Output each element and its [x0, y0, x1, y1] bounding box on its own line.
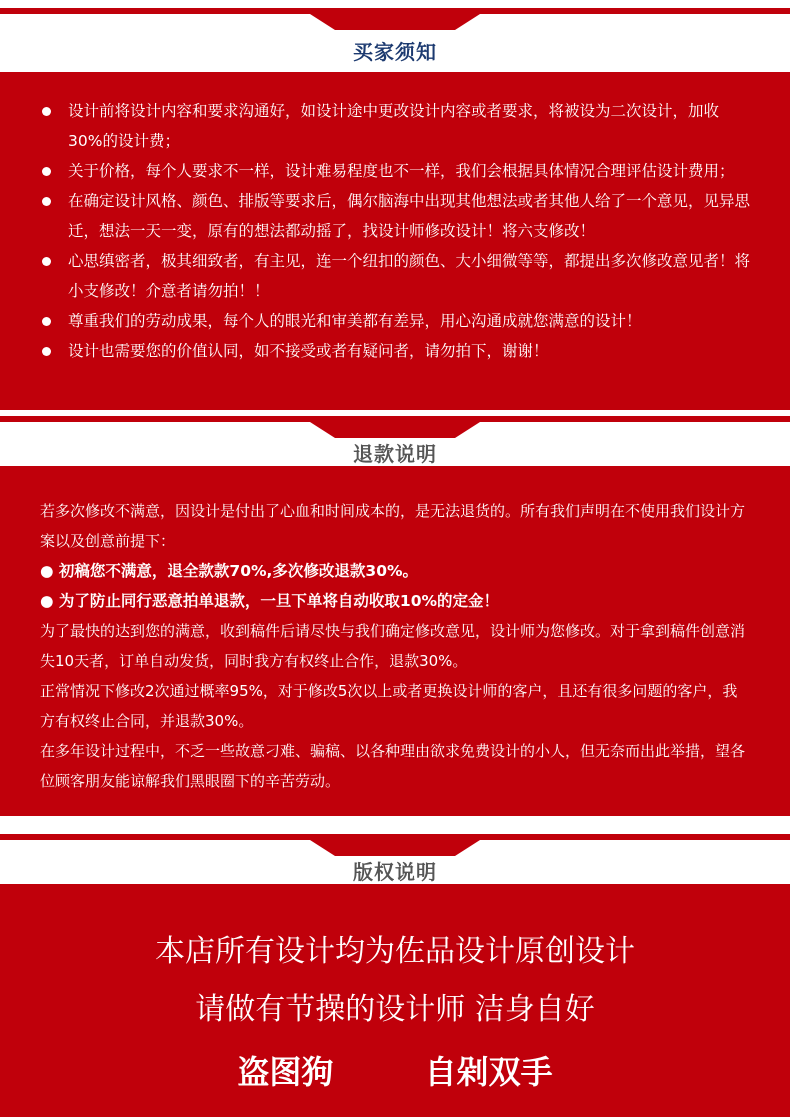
copyright-title: 版权说明	[353, 860, 437, 884]
notice-item: 在确定设计风格、颜色、排版等要求后，偶尔脑海中出现其他想法或者其他人给了一个意见，见异思迁，想法一天一变，原有的想法都动摇了，找设计师修改设计！将六支修改！	[40, 186, 750, 246]
refund-line: 为了最快的达到您的满意，收到稿件后请尽快与我们确定修改意见，设计师为您修改。对于拿到稿件创意消失10天者，订单自动发货，同时我方有权终止合作，退款30%。	[40, 622, 746, 670]
notice-item: 心思缜密者，极其细致者，有主见，连一个纽扣的颜色、大小细微等等，都提出多次修改意见者！将小支修改！介意者请勿拍！！	[40, 246, 750, 306]
notice-list	[0, 72, 790, 366]
notice-item: 尊重我们的劳动成果，每个人的眼光和审美都有差异，用心沟通成就您满意的设计！	[40, 306, 750, 336]
notice-title: 买家须知	[353, 40, 437, 64]
notice-section	[0, 72, 790, 410]
refund-line-bold: ● 初稿您不满意，退全款款70%,多次修改退款30%。	[40, 562, 419, 580]
header-notch	[310, 14, 480, 30]
notice-item: 设计也需要您的价值认同，如不接受或者有疑问者，请勿拍下，谢谢！	[40, 336, 750, 366]
copyright-line-2: 请做有节操的设计师 洁身自好	[195, 992, 595, 1027]
refund-text	[0, 466, 790, 796]
notice-item: 关于价格，每个人要求不一样，设计难易程度也不一样，我们会根据具体情况合理评估设计费用；	[40, 156, 750, 186]
refund-section	[0, 466, 790, 816]
refund-line-bold: ● 为了防止同行恶意拍单退款，一旦下单将自动收取10%的定金！	[40, 592, 500, 610]
copyright-slogan-left: 盗图狗	[237, 1053, 334, 1091]
refund-line: 若多次修改不满意，因设计是付出了心血和时间成本的，是无法退货的。所有我们声明在不使用我们设计方案以及创意前提下：	[40, 502, 746, 550]
copyright-line-1: 本店所有设计均为佐品设计原创设计	[155, 934, 635, 969]
copyright-slogan-right: 自剁双手	[424, 1053, 553, 1091]
copyright-section	[0, 884, 790, 1117]
notice-header	[0, 0, 790, 66]
notice-item: 设计前将设计内容和要求沟通好，如设计途中更改设计内容或者要求，将被设为二次设计，加收30%的设计费；	[40, 96, 750, 156]
refund-line: 正常情况下修改2次通过概率95%，对于修改5次以上或者更换设计师的客户，且还有很多问题的客户，我方有权终止合同，并退款30%。	[40, 682, 738, 730]
header-notch	[310, 840, 480, 856]
refund-header	[0, 410, 790, 466]
copyright-header	[0, 816, 790, 884]
refund-line: 在多年设计过程中，不乏一些故意刁难、骗稿、以各种理由欲求免费设计的小人，但无奈而出此举措，望各位顾客朋友能谅解我们黑眼圈下的辛苦劳动。	[40, 742, 746, 790]
copyright-line-3	[0, 1047, 790, 1093]
header-notch	[310, 422, 480, 438]
refund-title: 退款说明	[353, 442, 437, 466]
